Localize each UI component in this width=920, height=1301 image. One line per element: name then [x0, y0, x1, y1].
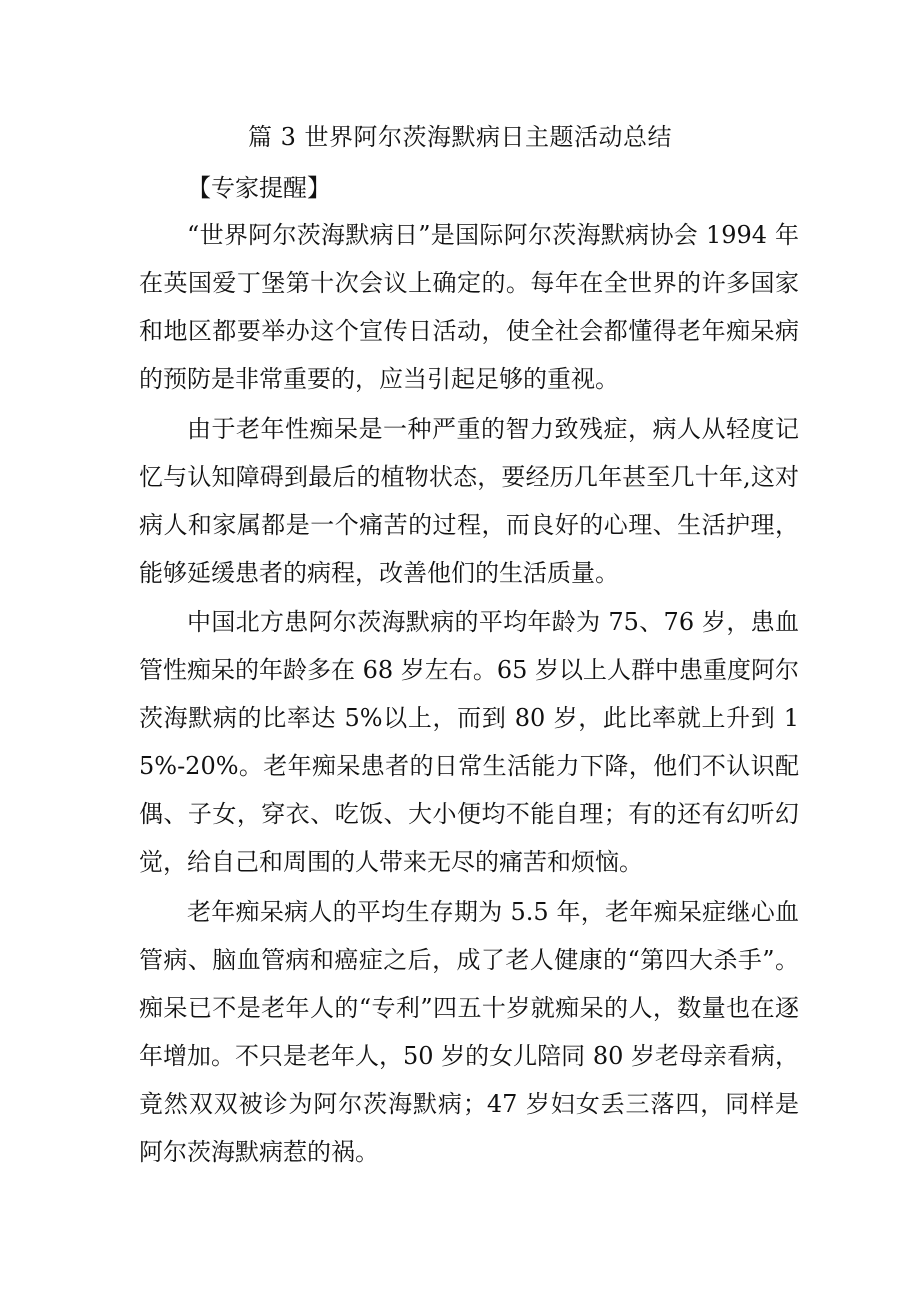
document-title: 篇 3 世界阿尔茨海默病日主题活动总结	[247, 123, 673, 151]
section-label: 【专家提醒】	[187, 174, 331, 202]
paragraph: 老年痴呆病人的平均生存期为 5.5 年，老年痴呆症继心血管病、脑血管病和癌症之后，成了老人健康的“第四大杀手”。痴呆已不是老年人的“专利”四五十岁就痴呆的人，数量也在逐年增加。不只是老年人，50 岁的女儿陪同 80 岁老母亲看病，竟然双双被诊为阿尔茨海默病；47 岁妇女丢三落四，同样是阿尔茨海默病惹的祸。	[139, 898, 799, 1166]
paragraph: 中国北方患阿尔茨海默病的平均年龄为 75、76 岁，患血管性痴呆的年龄多在 68 岁左右。65 岁以上人群中患重度阿尔茨海默病的比率达 5%以上，而到 80 岁，此比率就上升到 15%-20%。老年痴呆患者的日常生活能力下降，他们不认识配偶、子女，穿衣、吃饭、大小便均不能自理；有的还有幻听幻觉，给自己和周围的人带来无尽的痛苦和烦恼。	[139, 608, 799, 876]
paragraph: 由于老年性痴呆是一种严重的智力致残症，病人从轻度记忆与认知障碍到最后的植物状态，要经历几年甚至几十年,这对病人和家属都是一个痛苦的过程，而良好的心理、生活护理，能够延缓患者的病程，改善他们的生活质量。	[139, 415, 799, 587]
paragraph: “世界阿尔茨海默病日”是国际阿尔茨海默病协会 1994 年在英国爱丁堡第十次会议上确定的。每年在全世界的许多国家和地区都要举办这个宣传日活动，使全社会都懂得老年痴呆病的预防是非常重要的，应当引起足够的重视。	[139, 221, 799, 393]
